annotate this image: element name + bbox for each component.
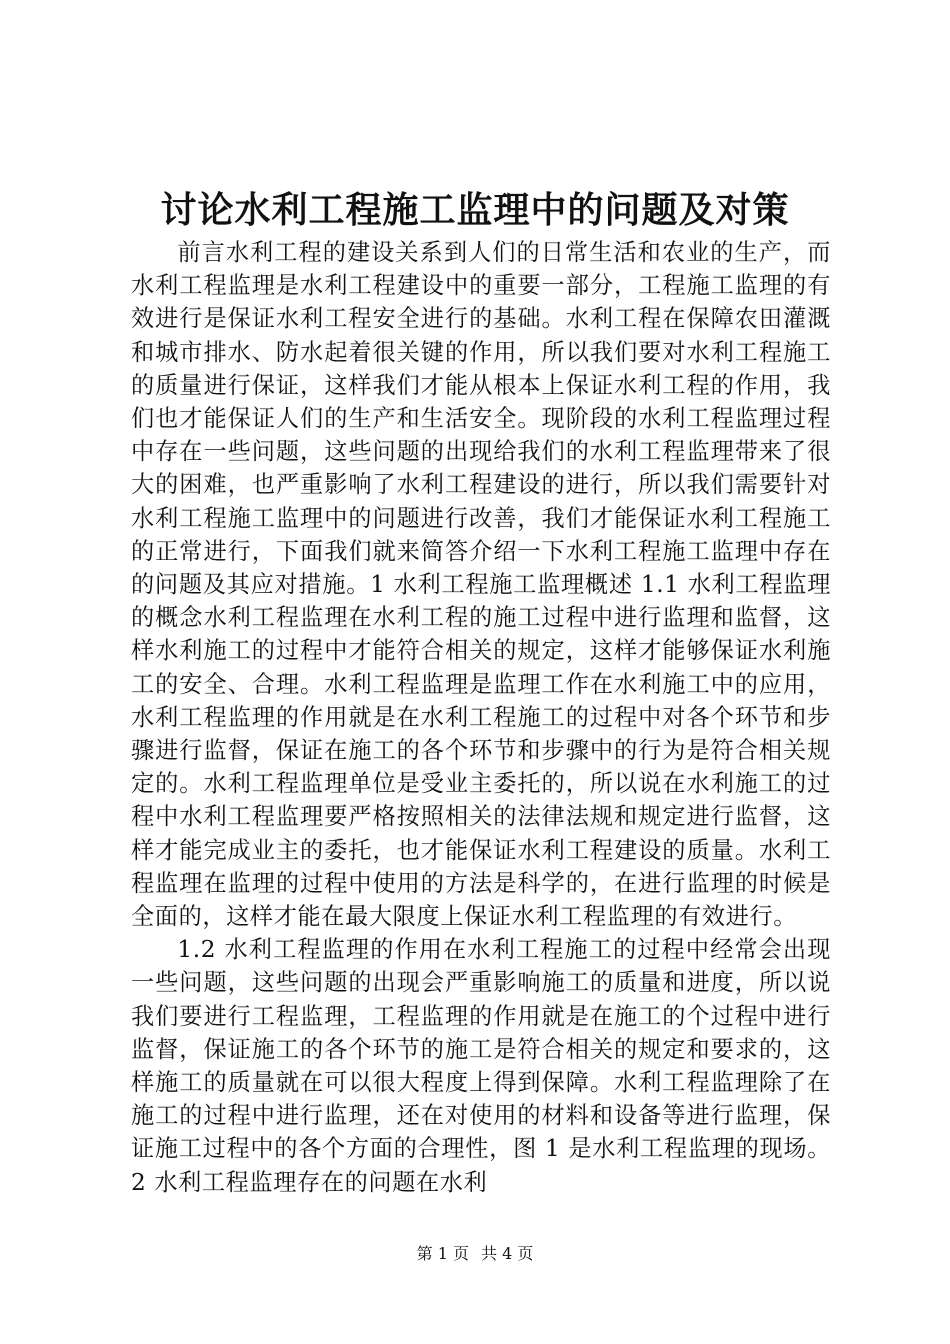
page-total: 共 4 页: [481, 1244, 534, 1263]
document-body: [131, 236, 831, 1199]
page-number: 第 1 页: [416, 1244, 469, 1263]
paragraph: 前言水利工程的建设关系到人们的日常生活和农业的生产，而水利工程监理是水利工程建设中的重要一部分，工程施工监理的有效进行是保证水利工程安全进行的基础。水利工程在保障农田灌溉和城市排水、防水起着很关键的作用，所以我们要对水利工程施工的质量进行保证，这样我们才能从根本上保证水利工程的作用，我们也才能保证人们的生产和生活安全。现阶段的水利工程监理过程中存在一些问题，这些问题的出现给我们的水利工程监理带来了很大的困难，也严重影响了水利工程建设的进行，所以我们需要针对水利工程施工监理中的问题进行改善，我们才能保证水利工程施工的正常进行，下面我们就来简答介绍一下水利工程施工监理中存在的问题及其应对措施。1 水利工程施工监理概述 1.1 水利工程监理的概念水利工程监理在水利工程的施工过程中进行监理和监督，这样水利施工的过程中才能符合相关的规定，这样才能够保证水利施工的安全、合理。水利工程监理是监理工作在水利施工中的应用，水利工程监理的作用就是在水利工程施工的过程中对各个环节和步骤进行监督，保证在施工的各个环节和步骤中的行为是符合相关规定的。水利工程监理单位是受业主委托的，所以说在水利施工的过程中水利工程监理要严格按照相关的法律法规和规定进行监督，这样才能完成业主的委托，也才能保证水利工程建设的质量。水利工程监理在监理的过程中使用的方法是科学的，在进行监理的时候是全面的，这样才能在最大限度上保证水利工程监理的有效进行。: [131, 239, 831, 931]
document-title: 讨论水利工程施工监理中的问题及对策: [160, 189, 790, 231]
paragraph: 1.2 水利工程监理的作用在水利工程施工的过程中经常会出现一些问题，这些问题的出现会严重影响施工的质量和进度，所以说我们要进行工程监理，工程监理的作用就是在施工的个过程中进行监督，保证施工的各个环节的施工是符合相关的规定和要求的，这样施工的质量就在可以很大程度上得到保障。水利工程监理除了在施工的过程中进行监理，还在对使用的材料和设备等进行监理，保证施工过程中的各个方面的合理性，图 1 是水利工程监理的现场。2 水利工程监理存在的问题在水利: [131, 936, 831, 1196]
page-footer: [0, 1242, 950, 1266]
